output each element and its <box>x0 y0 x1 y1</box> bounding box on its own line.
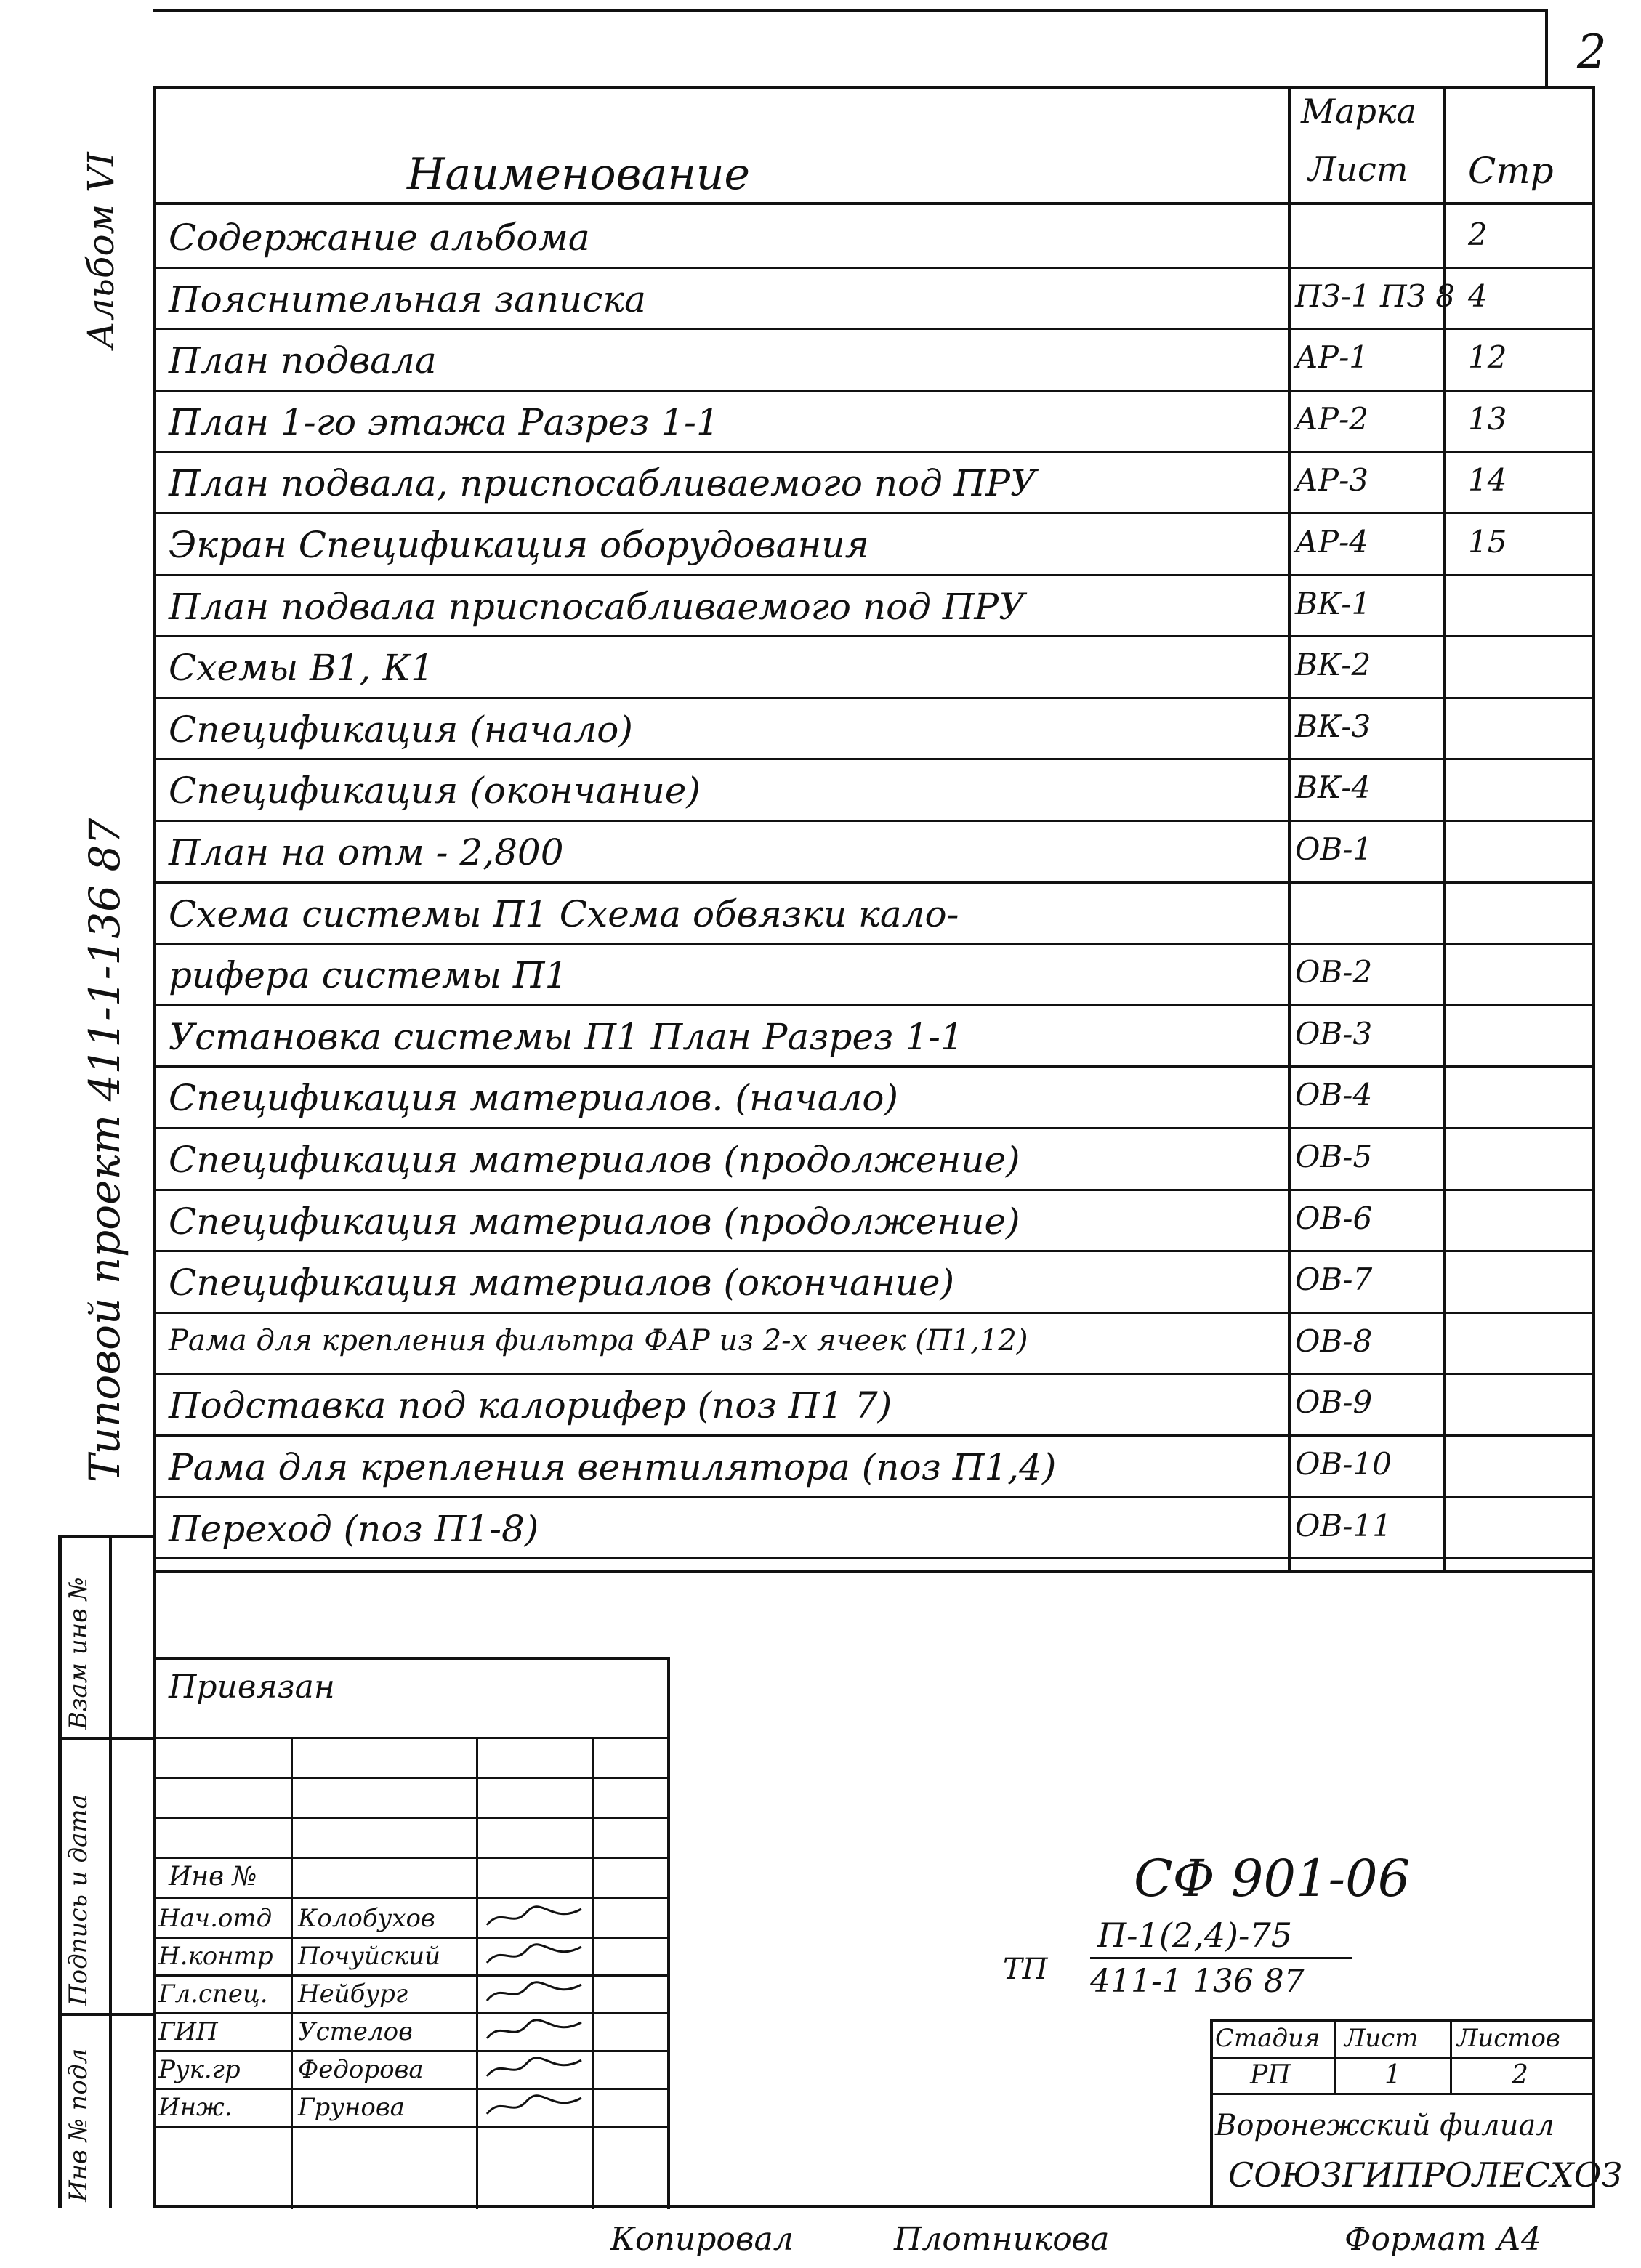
footer-format: Формат А4 <box>1344 2221 1541 2258</box>
row-mark: ПЗ-1 ПЗ 8 <box>1295 278 1455 314</box>
podpis-label: Подпись и дата <box>64 1794 93 2006</box>
table-row-line <box>153 328 1595 330</box>
table-row-line <box>153 697 1595 699</box>
left-stamp-col <box>109 1535 112 2208</box>
row-mark: ОВ-1 <box>1295 831 1373 867</box>
footer-copied: Копировал <box>610 2221 794 2258</box>
row-mark: АР-3 <box>1295 462 1368 498</box>
project-label: Типовой проект 411-1-136 87 <box>80 818 129 1482</box>
signature-row-line <box>153 1974 669 1977</box>
header-name: Наименование <box>407 149 751 200</box>
row-mark: ОВ-8 <box>1295 1323 1373 1359</box>
signature-role: Гл.спец. <box>158 1980 268 2009</box>
signature-role: ГИП <box>158 2017 218 2046</box>
signature-scribble <box>483 2054 585 2086</box>
row-name: План подвала <box>169 339 437 382</box>
privyazan-row-3 <box>153 1817 669 1819</box>
row-name: Подставка под калорифер (поз П1 7) <box>169 1384 892 1426</box>
stage-header-sheet: Лист <box>1344 2024 1419 2053</box>
frame-bottom-line <box>153 2205 1595 2208</box>
row-name: Спецификация материалов (окончание) <box>169 1262 955 1304</box>
table-col-line-mark <box>1288 86 1291 1570</box>
header-mark-line2: Лист <box>1308 150 1408 189</box>
row-mark: ОВ-9 <box>1295 1384 1373 1420</box>
row-mark: ОВ-3 <box>1295 1016 1373 1052</box>
table-row-line <box>153 1557 1595 1559</box>
signature-row-line <box>153 1937 669 1939</box>
signature-name: Нейбург <box>298 1980 408 2009</box>
frame-left-line <box>153 86 156 2208</box>
row-mark: ОВ-2 <box>1295 954 1373 990</box>
tp-line1: П-1(2,4)-75 <box>1097 1916 1293 1955</box>
table-row-line <box>153 1127 1595 1129</box>
signature-name: Федорова <box>298 2055 424 2084</box>
stage-box-left <box>1210 2019 1213 2208</box>
signature-role: Рук.гр <box>158 2055 241 2084</box>
row-name: Пояснительная записка <box>169 278 646 320</box>
table-row-line <box>153 881 1595 884</box>
table-row-line <box>153 574 1595 576</box>
row-page: 4 <box>1468 278 1488 314</box>
table-row-line <box>153 758 1595 760</box>
row-name: Содержание альбома <box>169 217 590 259</box>
frame-top-line <box>153 86 1592 89</box>
row-name: Экран Спецификация оборудования <box>169 524 869 566</box>
row-mark: ОВ-7 <box>1295 1262 1373 1297</box>
stage-box-row-2 <box>1210 2093 1595 2095</box>
stage-box-col-1 <box>1334 2019 1336 2094</box>
row-mark: ОВ-11 <box>1295 1508 1392 1543</box>
table-bottom <box>153 1570 1595 1573</box>
table-row-line <box>153 635 1595 637</box>
row-name: Спецификация материалов. (начало) <box>169 1077 898 1119</box>
stage-box-col-2 <box>1450 2019 1452 2094</box>
signature-role: Нач.отд <box>158 1904 273 1933</box>
privyazan-col-3 <box>592 1737 594 2209</box>
row-name: Схемы В1, К1 <box>169 647 434 689</box>
frame-outer-top <box>153 9 1548 12</box>
row-mark: ОВ-4 <box>1295 1077 1373 1113</box>
stage-header-stage: Стадия <box>1215 2024 1321 2053</box>
inv-no-label: Инв № <box>169 1862 257 1892</box>
row-mark: ОВ-5 <box>1295 1139 1373 1174</box>
row-page: 15 <box>1468 524 1507 560</box>
table-row-line <box>153 820 1595 822</box>
privyazan-row-4 <box>153 1857 669 1859</box>
row-name: Спецификация (начало) <box>169 709 633 751</box>
left-stamp-divider-2 <box>58 2013 156 2016</box>
row-mark: ВК-3 <box>1295 709 1371 744</box>
row-mark: АР-2 <box>1295 401 1368 437</box>
row-mark: ВК-2 <box>1295 647 1371 682</box>
frame-left-stamp-top <box>58 1535 156 1538</box>
row-page: 13 <box>1468 401 1507 437</box>
table-row-line <box>153 390 1595 392</box>
signature-name: Колобухов <box>298 1904 435 1933</box>
signature-scribble <box>483 1941 585 1973</box>
row-name: Спецификация материалов (продолжение) <box>169 1200 1020 1243</box>
row-page: 12 <box>1468 339 1507 375</box>
signature-row-line <box>153 2088 669 2090</box>
table-row-line <box>153 1250 1595 1252</box>
table-header-bottom <box>153 202 1595 205</box>
inv-row-bottom <box>153 1897 669 1899</box>
page-number-box-left <box>1545 9 1548 87</box>
page-number: 2 <box>1577 25 1607 79</box>
vzam-label: Взам инв № <box>64 1577 93 1730</box>
tp-underline <box>1090 1957 1352 1959</box>
frame-left-stamp-line <box>58 1535 62 2208</box>
stage-value-sheets: 2 <box>1512 2060 1528 2090</box>
row-mark: ОВ-6 <box>1295 1200 1373 1236</box>
row-name: Переход (поз П1-8) <box>169 1508 539 1550</box>
row-name: План подвала, приспосабливаемого под ПРУ <box>169 462 1037 504</box>
privyazan-row-2 <box>153 1777 669 1779</box>
tp-label: ТП <box>1003 1953 1048 1986</box>
signature-row-line <box>153 2012 669 2014</box>
row-name: План 1-го этажа Разрез 1-1 <box>169 401 719 443</box>
signature-role: Н.контр <box>158 1942 273 1971</box>
privyazan-label: Привязан <box>169 1668 335 1706</box>
row-mark: ВК-1 <box>1295 586 1371 621</box>
signature-role: Инж. <box>158 2093 233 2122</box>
privyazan-col-2 <box>476 1737 478 2209</box>
signature-name: Почуйский <box>298 1942 441 1971</box>
signature-scribble <box>483 2092 585 2124</box>
table-row-line <box>153 512 1595 514</box>
signature-name: Грунова <box>298 2093 405 2122</box>
row-mark: АР-4 <box>1295 524 1368 560</box>
org-line1: Воронежский филиал <box>1215 2109 1555 2142</box>
stage-box-row-1 <box>1210 2057 1595 2059</box>
signature-scribble <box>483 1979 585 2011</box>
row-page: 2 <box>1468 217 1488 252</box>
row-name: Схема системы П1 Схема обвязки кало- <box>169 893 959 935</box>
signature-name: Устелов <box>298 2017 413 2046</box>
row-mark: АР-1 <box>1295 339 1368 375</box>
table-row-line <box>153 1004 1595 1006</box>
row-name: План подвала приспосабливаемого под ПРУ <box>169 586 1025 628</box>
row-name: Спецификация материалов (продолжение) <box>169 1139 1020 1181</box>
left-stamp-divider-1 <box>58 1737 156 1740</box>
signature-row-line <box>153 2126 669 2128</box>
row-mark: ВК-4 <box>1295 770 1371 805</box>
table-row-line <box>153 1189 1595 1191</box>
signature-row-line <box>153 2050 669 2052</box>
row-name: Спецификация (окончание) <box>169 770 701 812</box>
row-name: Рама для крепления фильтра ФАР из 2-х ячеек (П1,12) <box>169 1324 1028 1357</box>
signature-scribble <box>483 2017 585 2049</box>
album-label: Альбом VI <box>80 152 122 349</box>
footer-copier: Плотникова <box>894 2221 1110 2258</box>
stage-box-top <box>1210 2019 1595 2022</box>
privyazan-row-1 <box>153 1737 669 1739</box>
row-name: рифера системы П1 <box>169 954 568 996</box>
doc-code: СФ 901-06 <box>1134 1849 1411 1908</box>
frame-right-line <box>1592 86 1595 2208</box>
table-row-line <box>153 943 1595 945</box>
org-line2: СОЮЗГИПРОЛЕСХОЗ <box>1228 2155 1623 2195</box>
table-row-line <box>153 1496 1595 1498</box>
tp-line2: 411-1 136 87 <box>1090 1963 1305 2000</box>
header-page: Стр <box>1468 150 1554 192</box>
row-name: Установка системы П1 План Разрез 1-1 <box>169 1016 964 1058</box>
stage-value-sheet: 1 <box>1384 2060 1401 2090</box>
table-row-line <box>153 1312 1595 1314</box>
header-mark-line1: Марка <box>1301 92 1416 131</box>
privyazan-col-1 <box>291 1737 293 2209</box>
row-name: Рама для крепления вентилятора (поз П1,4) <box>169 1446 1057 1488</box>
stage-value-stage: РП <box>1250 2060 1291 2090</box>
table-row-line <box>153 267 1595 269</box>
row-mark: ОВ-10 <box>1295 1446 1392 1482</box>
inv-label: Инв № подл <box>64 2048 93 2202</box>
table-row-line <box>153 1373 1595 1375</box>
table-row-line <box>153 1065 1595 1068</box>
stage-header-sheets: Листов <box>1457 2024 1560 2053</box>
row-name: План на отм - 2,800 <box>169 831 564 873</box>
table-row-line <box>153 451 1595 453</box>
table-row-line <box>153 1434 1595 1437</box>
signature-scribble <box>483 1903 585 1935</box>
privyazan-top <box>153 1657 669 1660</box>
row-page: 14 <box>1468 462 1507 498</box>
